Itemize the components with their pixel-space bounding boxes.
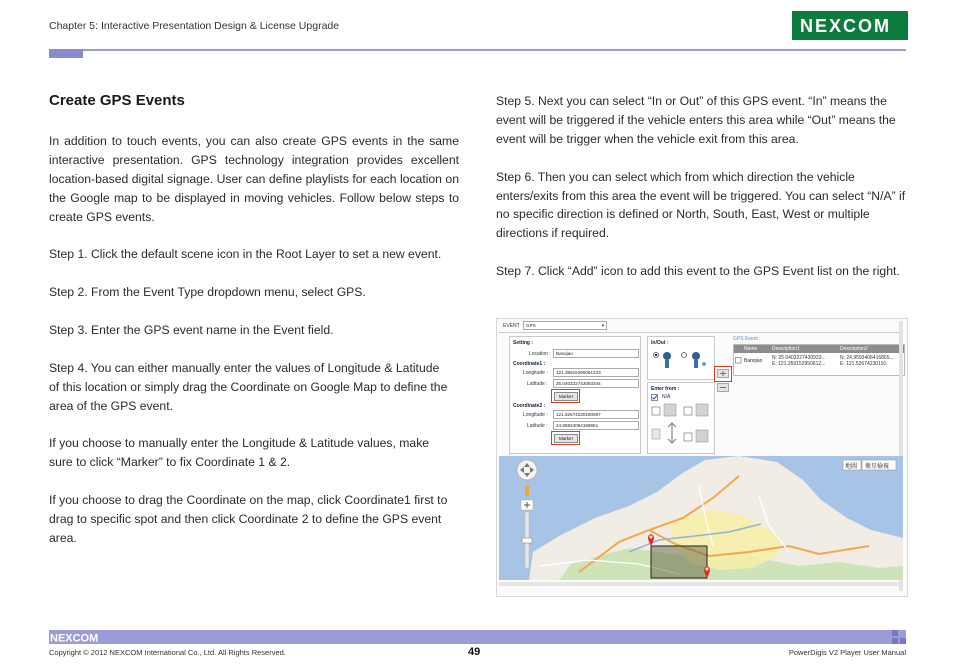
row-desc1-line1: N: 25.0403227430933... bbox=[772, 355, 826, 361]
coord2-longitude-input[interactable]: 121.52674230190967 bbox=[553, 410, 639, 419]
col-header-description2: Description2 bbox=[840, 346, 868, 352]
nexcom-logo-mark bbox=[798, 16, 902, 35]
add-button-highlight bbox=[714, 366, 732, 382]
location-label: Location : bbox=[529, 351, 551, 357]
footer-accent-square-2 bbox=[892, 638, 898, 644]
coord2-latitude-input[interactable]: 24.95934064168651 bbox=[553, 421, 639, 430]
chapter-title: Chapter 5: Interactive Presentation Design & License Upgrade bbox=[49, 20, 340, 32]
col-header-description1: Description1 bbox=[772, 346, 800, 352]
direction-checkbox-1[interactable] bbox=[652, 407, 660, 415]
row-name: Banqiao bbox=[744, 358, 763, 364]
gps-event-area[interactable] bbox=[651, 546, 707, 578]
setting-label: Setting : bbox=[513, 340, 533, 346]
header-rule bbox=[49, 49, 906, 51]
coord1-latitude-input[interactable]: 25.040322743093344 bbox=[553, 379, 639, 388]
in-radio-dot bbox=[655, 354, 657, 356]
header-accent-block bbox=[49, 49, 83, 58]
footer-accent-square-1 bbox=[892, 630, 898, 636]
row-desc2-line2: E: 121.52674230191 bbox=[840, 361, 887, 367]
coord2-longitude-label: Longitude : bbox=[523, 412, 548, 418]
section-title: Create GPS Events bbox=[49, 92, 185, 109]
na-checkbox[interactable] bbox=[651, 394, 660, 402]
remove-event-button[interactable] bbox=[717, 383, 729, 393]
direction-checkbox-3[interactable] bbox=[684, 433, 692, 441]
left-column bbox=[49, 132, 459, 548]
step-6: Step 6. Then you can select which from which direction the vehicle enters/exits from this area the event will be triggered. You can select “N/A” if no specific direction is defined or North, South, East, West or multiple directions if required. bbox=[496, 169, 906, 241]
row-checkbox[interactable] bbox=[735, 357, 742, 364]
south-direction-icon bbox=[696, 430, 708, 442]
row-desc2-line1: N: 24.9593406416865... bbox=[840, 355, 894, 361]
enter-from-label: Enter from : bbox=[651, 386, 680, 392]
coord1-longitude-label: Longitude : bbox=[523, 370, 548, 376]
out-radio[interactable] bbox=[682, 353, 687, 358]
event-label: EVENT bbox=[503, 323, 520, 329]
footer-bar bbox=[49, 630, 906, 644]
col-header-name: Name bbox=[744, 346, 758, 352]
setting-panel bbox=[509, 336, 641, 454]
gps-event-table bbox=[733, 344, 905, 376]
chevron-down-icon: ▾ bbox=[601, 323, 604, 328]
west-direction-icon bbox=[652, 429, 660, 439]
coord1-latitude-label: Latitude : bbox=[527, 381, 548, 387]
step-7: Step 7. Click “Add” icon to add this event to the GPS Event list on the right. bbox=[496, 264, 900, 279]
coord2-latitude-label: Latitude : bbox=[527, 423, 548, 429]
na-label: N/A bbox=[662, 394, 671, 400]
copyright-text: Copyright © 2012 NEXCOM International Co., Ltd. All Rights Reserved. bbox=[49, 648, 286, 657]
step-3: Step 3. Enter the GPS event name in the Event field. bbox=[49, 323, 334, 338]
nexcom-logo-text: NEXCOM bbox=[800, 16, 892, 35]
map-type-map-button[interactable] bbox=[843, 460, 861, 470]
manual-entry-note: If you choose to manually enter the Longitude & Latitude values, make sure to click “Marker” to fix Coordinate 1 & 2. bbox=[49, 436, 430, 470]
gps-event-screenshot bbox=[496, 318, 908, 597]
location-input[interactable]: Banqiao bbox=[553, 349, 639, 358]
car-in-icon bbox=[663, 352, 671, 368]
direction-grid bbox=[650, 403, 712, 451]
inout-options bbox=[652, 350, 710, 372]
step-2: Step 2. From the Event Type dropdown menu, select GPS. bbox=[49, 285, 366, 300]
map-horizontal-scrollbar[interactable] bbox=[499, 582, 899, 586]
page-number: 49 bbox=[468, 646, 481, 658]
manual-title: PowerDigis V2 Player User Manual bbox=[788, 648, 906, 657]
nexcom-logo bbox=[792, 11, 908, 40]
coordinate2-label[interactable]: Coordinate2 : bbox=[513, 403, 546, 409]
inout-label: In/Out : bbox=[651, 340, 669, 346]
map-canvas bbox=[499, 456, 903, 580]
direction-checkbox-2[interactable] bbox=[684, 407, 692, 415]
east-direction-icon bbox=[696, 404, 708, 416]
map-type-satellite-button[interactable] bbox=[862, 460, 896, 470]
marker2-highlight bbox=[551, 431, 580, 445]
zoom-slider[interactable] bbox=[522, 512, 532, 568]
north-direction-icon bbox=[664, 404, 676, 416]
street-view-pegman-icon[interactable] bbox=[525, 486, 530, 497]
step-1: Step 1. Click the default scene icon in the Root Layer to set a new event. bbox=[49, 247, 442, 262]
map-type-satellite-label: 衛星檢視 bbox=[865, 463, 890, 470]
event-type-value: GPS bbox=[526, 323, 536, 328]
zoom-in-button[interactable] bbox=[521, 500, 533, 510]
footer-nexcom-logo bbox=[49, 630, 109, 644]
gps-event-list-label: GPS Event : bbox=[733, 336, 761, 342]
footer-accent-square-3 bbox=[900, 638, 906, 644]
coord1-marker-button[interactable]: Marker bbox=[554, 392, 578, 401]
marker1-highlight bbox=[551, 389, 580, 403]
google-map[interactable] bbox=[499, 456, 903, 580]
footer-logo-text: NEXCOM bbox=[50, 632, 99, 644]
intro-paragraph: In addition to touch events, you can also create GPS events in the same interactive presentation. GPS technology integration provides excellent location-based digital signage. User can define playlists for each location on the Google map to be displayed in moving vehicles. Follow below steps to create GPS events. bbox=[49, 134, 459, 224]
drag-coordinate-note: If you choose to drag the Coordinate on the map, click Coordinate1 first to drag to specific spot and then click Coordinate 2 to define the GPS event area. bbox=[49, 493, 448, 545]
row-desc1-line2: E: 121.359152950612... bbox=[772, 361, 826, 367]
updown-arrow-icon bbox=[668, 423, 676, 443]
coord2-marker-button[interactable]: Marker bbox=[554, 434, 578, 443]
map-pan-control[interactable] bbox=[517, 460, 537, 480]
coord1-longitude-input[interactable]: 121.35915295061223 bbox=[553, 368, 639, 377]
car-out-icon bbox=[692, 352, 706, 368]
map-type-map-label: 地圖 bbox=[845, 463, 858, 470]
footer-logo-mark bbox=[49, 630, 109, 644]
step-4: Step 4. You can either manually enter the values of Longitude & Latitude of this location or simply drag the Coordinate on Google Map to define the area of the GPS event. bbox=[49, 360, 448, 413]
inout-panel bbox=[647, 336, 715, 380]
event-type-dropdown[interactable] bbox=[523, 321, 607, 330]
enter-from-panel bbox=[647, 382, 715, 454]
coordinate1-label[interactable]: Coordinate1 : bbox=[513, 361, 546, 367]
right-column bbox=[496, 92, 906, 281]
step-5: Step 5. Next you can select “In or Out” of this GPS event. “In” means the event will be triggered if the vehicle enters this area while “Out” means the event will be trigger when the vehicle exit from this area. bbox=[496, 94, 896, 146]
